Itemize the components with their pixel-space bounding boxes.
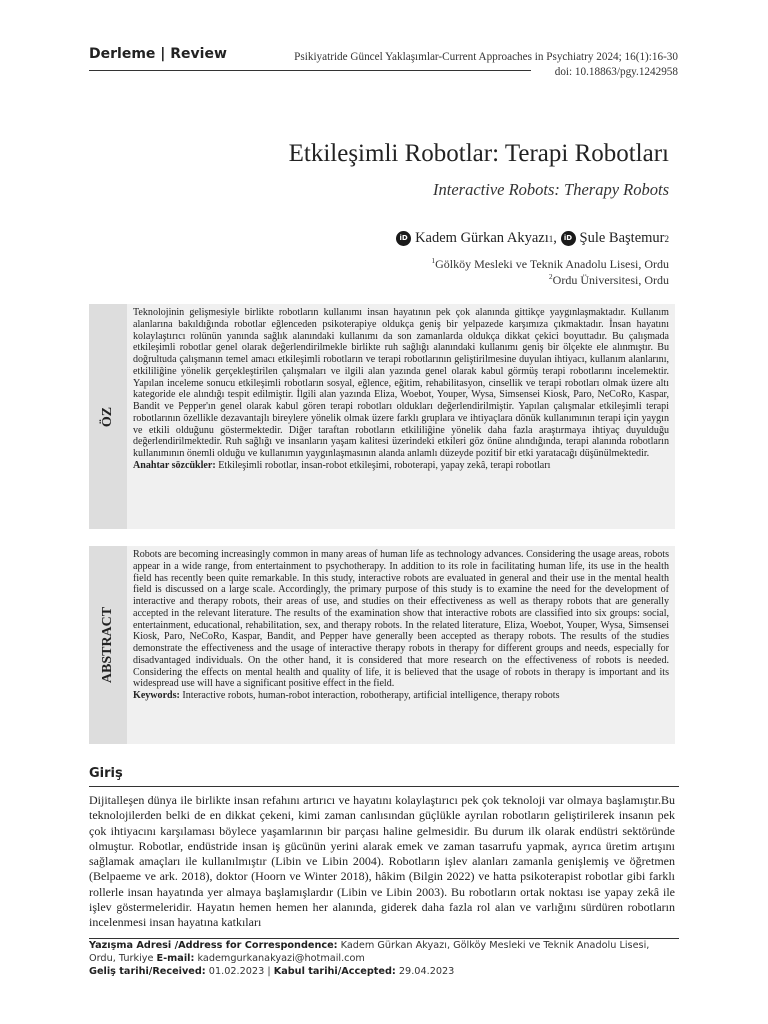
affiliation-1 bbox=[431, 257, 669, 272]
affiliation-text: Gölköy Mesleki ve Teknik Anadolu Lisesi, Ordu bbox=[435, 257, 669, 271]
affiliation-2 bbox=[549, 273, 669, 288]
section-divider bbox=[89, 786, 679, 787]
affiliation-sup: 2 bbox=[548, 272, 553, 281]
section-heading: Giriş bbox=[89, 766, 123, 781]
abstract-box bbox=[89, 546, 675, 744]
orcid-icon[interactable]: iD bbox=[396, 231, 411, 246]
accepted-label: Kabul tarihi/Accepted: bbox=[273, 965, 396, 977]
oz-side-panel bbox=[89, 304, 127, 529]
affiliation-text: Ordu Üniversitesi, Ordu bbox=[552, 273, 669, 287]
oz-keywords-label: Anahtar sözcükler: bbox=[133, 459, 216, 471]
article-subtitle: Interactive Robots: Therapy Robots bbox=[433, 180, 669, 199]
article-type-label: Derleme | Review bbox=[89, 46, 227, 62]
doi-link[interactable]: doi: 10.18863/pgy.1242958 bbox=[554, 66, 678, 78]
correspondence-label: Yazışma Adresi /Address for Correspondence: bbox=[89, 940, 338, 951]
abstract-keywords: Interactive robots, human-robot interaction, robotherapy, artificial intelligence, therapy robots bbox=[182, 690, 560, 701]
article-title: Etkileşimli Robotlar: Terapi Robotları bbox=[288, 140, 669, 167]
orcid-icon[interactable]: iD bbox=[561, 231, 576, 246]
received-label: Geliş tarihi/Received: bbox=[89, 965, 206, 977]
footer: Yazışma Adresi /Address for Correspondence: Kadem Gürkan Akyazı, Gölköy Mesleki ve Teknik Anadolu Lisesi, Ordu, Turkiye E-mail: kademgurkanakyazi@hotmail.com Geliş tarihi/Received: 01.02.2023 | Kabul tarihi/Accepted: 29.04.2023 bbox=[89, 940, 650, 977]
author-name: Kadem Gürkan Akyazı bbox=[415, 230, 549, 246]
email-link[interactable]: kademgurkanakyazi@hotmail.com bbox=[197, 952, 365, 964]
abstract-text: Robots are becoming increasingly common in many areas of human life as technology advances. Considering the usage areas, robots appear in a wide range, from entertainment to psychotherapy. In addition to its role in facilitating human life, its use in the health field has recently been quite remarkable. In this study, interactive robots are evaluated in general and their use in the mental health field is discussed on a large scale. Accordingly, the primary purpose of this study is to examine the need for the development of interactive and therapy robots, their areas of use, and studies on their effectiveness as well as therapy robots that are generally accepted in the relevant literature. The results of the examination show that interactive robots are classified into six groups: social, entertainment, educational, rehabilitation, sex, and therapy robots. In the related literature, Eliza, Woebot, Youper, Wysa, Simsensei Kiosk, Paro, NeCoRo, Kaspar, Bandit, and Pepper have generally been accepted as therapy robots. The results of the studies demonstrate the effectiveness and the usage of interactive therapy robots in therapy for different groups and needs, especially for disadvantaged individuals. On the other hand, it is considered that more research on the effectiveness of robots is needed. Considering the effects on mental health and quality of life, it is believed that the usage of robots in therapy is important and its widespread use will have a significant positive effect in the field. bbox=[133, 549, 669, 690]
footer-divider bbox=[89, 938, 679, 939]
author-separator: , bbox=[553, 230, 561, 246]
oz-box bbox=[89, 304, 675, 529]
journal-citation: Psikiyatride Güncel Yaklaşımlar-Current Approaches in Psychiatry 2024; 16(1):16-30 bbox=[294, 51, 678, 63]
intro-paragraph: Dijitalleşen dünya ile birlikte insan refahını artırıcı ve hayatını kolaylaştırıcı pek çok teknoloji var olmaya başlamıştır.Bu teknolojilerden belki de en dikkat çekeni, kimi zaman canlısından güçlükle ayrılan robotların geliştirilerek insanın pek çok ihtiyacını karşılaması böylece yaşamlarının bir parçası haline gelmesidir. Bu durum ilk olarak endüstri sektöründe olmuştur. Robotlar, endüstride insan iş gücünün yerini alarak emek ve zaman tasarrufu yapmak, ayrıca üretim artışını sağlamak amaçları ile kullanılmıştır (Libin ve Libin 2004). Robotların işlev alanları zamanla genişlemiş ve öğretmen (Belpaeme ve ark. 2018), doktor (Hoorn ve Winter 2018), hâkim (Bilgin 2022) ve hatta psikoterapist robotlar gibi farklı rollerle insan hayatında yer almaya başlamışlardır (Libin ve Libin 2003). Bu robotların ortak noktası ise yapay zekâ ile işlev göstermeleridir. Hayatın hemen hemen her alanında, giderek daha fazla rol alan ve varlığını sürdüren robotların incelenmesi insan hayatına katkıları bbox=[89, 793, 675, 930]
affiliation-sup: 1 bbox=[431, 256, 436, 265]
oz-text: Teknolojinin gelişmesiyle birlikte robotların kullanımı insan hayatının pek çok alanında gittikçe yaygınlaşmaktadır. Kullanım alanlarına bakıldığında robotlar eğlenceden psikoterapiye oldukça geniş bir yelpazede karşımıza çıkmaktadır. İnsan hayatını kolaylaştırıcı rolünün yanında sağlık alanındaki kullanımı da son zamanlarda oldukça dikkat çekici boyuttadır. Bu çalışmada etkileşimli robotlar genel olarak değerlendirilmekle birlikte ruh sağlığı alanındaki kullanımı geniş bir ölçekte ele alınmıştır. Bu doğrultuda çalışmanın temel amacı etkileşimli robotların ve terapi robotlarının geliştirilmesine duyulan ihtiyacı, kullanım alanlarını, etkililiğine yönelik gerçekleştirilen çalışmaları ve ilgili alan yazında genel olarak kabul görmüş terapi robotlarını incelemektir. Yapılan inceleme sonucu etkileşimli robotların sosyal, eğlence, eğitim, rehabilitasyon, cinsellik ve terapi robotları olmak üzere altı kategoride ele alındığı tespit edilmiştir. İlgili alan yazında Eliza, Woebot, Youper, Wysa, Simsensei Kiosk, Paro, NeCoRo, Kaspar, Bandit ve Pepper'ın genel olarak kabul gören terapi robotları oldukları değerlendirilmiştir. Yapılan çalışmalar etkileşimli terapi robotlarının özellikle dezavantajlı bireylere yönelik olmak üzere farklı gruplara ve ihtiyaçlara dönük kullanımının terapi için yaygın ve etkili olduğunu göstermektedir. Diğer taraftan robotların etkililiğine yönelik daha fazla araştırmaya ihtiyaç duyulduğu değerlendirilmektedir. Ruh sağlığı ve insanların yaşam kalitesi üzerindeki etkileri göz önüne alındığında, terapi alanında robotların kullanımının önemli olduğu ve kullanımın yaygınlaşmasının alanda anlamlı düzeyde pozitif bir etki yaratacağı düşünülmektedir. bbox=[133, 307, 669, 459]
header-divider bbox=[89, 70, 531, 71]
abstract-keywords-label: Keywords: bbox=[133, 690, 180, 701]
received-date: 01.02.2023 bbox=[208, 965, 265, 977]
abstract-label: ABSTRACT bbox=[100, 606, 115, 684]
accepted-date: 29.04.2023 bbox=[398, 965, 455, 977]
oz-keywords: Etkileşimli robotlar, insan-robot etkileşimi, roboterapi, yapay zekâ, terapi robotları bbox=[218, 459, 551, 471]
abstract-text-block bbox=[133, 549, 669, 702]
author-list: iD Kadem Gürkan Akyazı 1 , iD Şule Baştemur 2 bbox=[396, 230, 669, 247]
abstract-side-panel bbox=[89, 546, 127, 744]
author-name: Şule Baştemur bbox=[579, 230, 665, 246]
email-label: E-mail: bbox=[156, 952, 195, 964]
oz-text-block bbox=[133, 307, 669, 472]
correspondence-address: Kadem Gürkan Akyazı, Gölköy Mesleki ve Teknik Anadolu Lisesi, Ordu, Turkiye bbox=[89, 940, 650, 964]
oz-label: ÖZ bbox=[100, 406, 115, 427]
